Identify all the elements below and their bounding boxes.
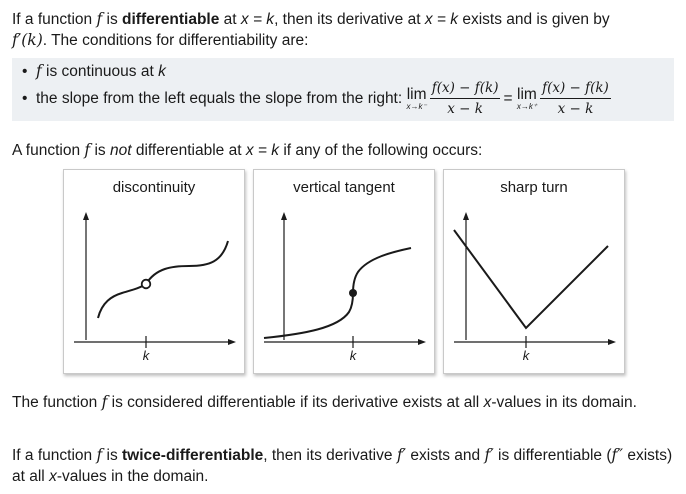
k-tick-label: k — [142, 348, 150, 363]
curve-left — [98, 284, 146, 318]
open-circle-hole — [142, 280, 151, 289]
condition-x-equals-k: x = k — [240, 11, 275, 28]
paragraph-text: is — [102, 447, 123, 464]
paragraph-text: , then its derivative — [263, 447, 397, 464]
vertical-tangent-graph — [254, 170, 434, 373]
curve — [264, 248, 411, 338]
paragraph-text: is considered differentiable if its derivative exists at all — [107, 394, 484, 411]
panel-sharp-turn — [443, 169, 625, 374]
x-axis-arrow — [608, 339, 616, 345]
v-shaped-curve — [454, 230, 608, 328]
paragraph-text: The function — [12, 394, 102, 411]
paragraph-text: is differentiable ( — [493, 447, 612, 464]
y-axis-arrow — [83, 212, 89, 220]
fraction-numerator: f(x) − f(k) — [430, 80, 501, 99]
lim-word: lim — [406, 85, 427, 103]
panel-discontinuity — [63, 169, 245, 374]
lim-subscript: x→k⁻ — [406, 101, 427, 111]
function-symbol: f — [101, 393, 108, 411]
panel-title: sharp turn — [500, 179, 568, 196]
paragraph-text: -values in its domain. — [491, 394, 637, 411]
discontinuity-graph — [64, 170, 244, 373]
equals-sign: = — [503, 90, 513, 107]
closing-paragraph-1 — [12, 392, 674, 413]
sentence-text: A function — [12, 142, 85, 159]
intro-text: exists and is given by — [458, 11, 610, 28]
x-symbol: x — [49, 468, 57, 485]
k-symbol: k — [158, 63, 166, 80]
intro-text: If a function — [12, 11, 97, 28]
panel-vertical-tangent — [253, 169, 435, 374]
intro-text: , then its derivative at — [274, 11, 425, 28]
intro-paragraph — [12, 9, 674, 51]
derivative-notation: f′(k) — [12, 31, 43, 49]
bullet: • — [22, 90, 28, 107]
condition-x-equals-k: x = k — [245, 142, 280, 159]
function-symbol: f — [36, 62, 42, 80]
x-axis-arrow — [418, 339, 426, 345]
paragraph-text: exists and — [406, 447, 485, 464]
intro-text: at — [219, 11, 241, 28]
condition-text: is continuous at — [41, 63, 159, 80]
curve-right — [146, 241, 228, 284]
condition-x-equals-k: x = k — [424, 11, 459, 28]
paragraph-text: -values in the domain. — [56, 468, 209, 485]
sentence-text: is — [90, 142, 110, 159]
y-axis-arrow — [281, 212, 287, 220]
k-tick-label: k — [349, 348, 357, 363]
limit-left — [406, 87, 426, 111]
conditions-box — [12, 58, 674, 121]
fraction-denominator: x − k — [447, 101, 483, 118]
condition-slopes — [22, 78, 614, 119]
lim-word: lim — [517, 85, 537, 103]
paragraph-text: exists) at all — [12, 447, 673, 485]
lim-subscript: x→k⁺ — [516, 101, 538, 111]
f-prime-symbol: f′ — [396, 446, 407, 464]
function-symbol: f — [84, 141, 91, 159]
not-emphasis: not — [109, 142, 132, 159]
function-symbol: f — [96, 446, 103, 464]
panel-title: discontinuity — [112, 179, 196, 196]
sentence-text: if any of the following occurs: — [279, 142, 483, 159]
closing-paragraph-2 — [12, 445, 674, 487]
differentiable-term: differentiable — [122, 11, 220, 28]
limit-right — [517, 87, 537, 111]
intro-text: . The conditions for differentiability are: — [42, 32, 309, 49]
function-symbol: f — [96, 10, 103, 28]
sharp-turn-graph — [444, 170, 624, 373]
fraction-numerator: f(x) − f(k) — [540, 80, 611, 99]
panel-title: vertical tangent — [293, 179, 395, 196]
twice-differentiable-term: twice-differentiable — [122, 447, 264, 464]
not-differentiable-sentence — [12, 140, 674, 161]
x-axis-arrow — [228, 339, 236, 345]
solid-point — [349, 289, 357, 297]
f-double-prime-symbol: f″ — [611, 446, 624, 464]
paragraph-text: If a function — [12, 447, 97, 464]
difference-quotient — [430, 80, 501, 117]
condition-text: the slope from the left equals the slope from the right: — [36, 90, 407, 107]
f-prime-symbol: f′ — [484, 446, 494, 464]
y-axis-arrow — [463, 212, 469, 220]
fraction-denominator: x − k — [557, 101, 594, 118]
sentence-text: differentiable at — [131, 142, 246, 159]
difference-quotient — [540, 80, 611, 117]
intro-text: is — [102, 11, 123, 28]
k-tick-label: k — [522, 348, 530, 363]
bullet: • — [22, 63, 28, 80]
x-symbol: x — [483, 394, 492, 411]
